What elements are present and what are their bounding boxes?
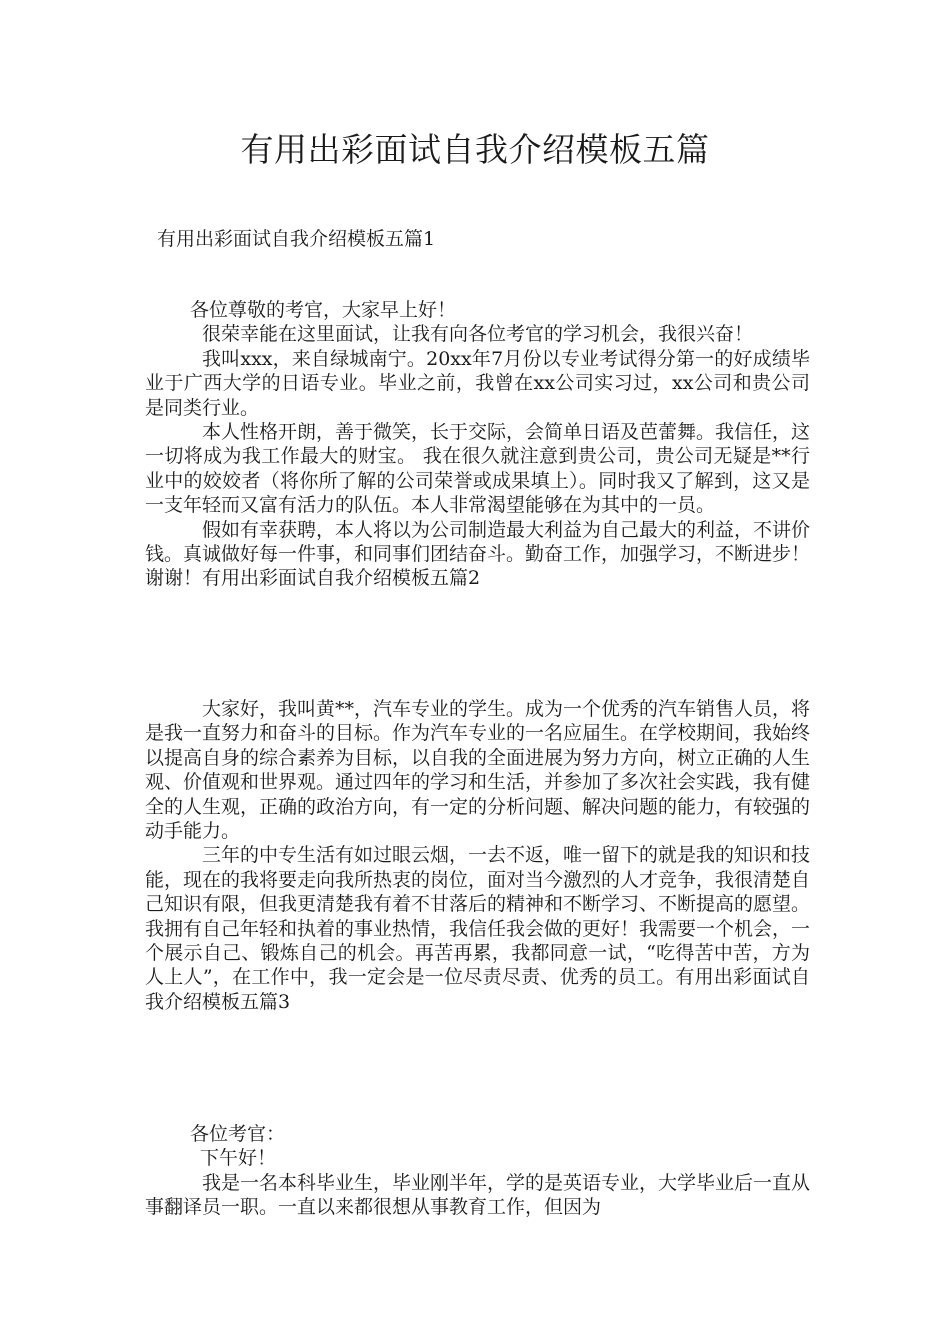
greeting-paragraph: 各位考官： [190,1123,286,1145]
section-3-body [145,1122,810,1220]
document-title: 有用出彩面试自我介绍模板五篇 [240,130,710,169]
body-paragraph: 大家好，我叫黄**，汽车专业的学生。成为一个优秀的汽车销售人员，将是我一直努力和奋斗的目标。作为汽车专业的一名应届生。在学校期间，我始终以提高自身的综合素养为目标，以自我的全面进展为努力方向，树立正确的人生观、价值观和世界观。通过四年的学习和生活，并参加了多次社会实践，我有健全的人生观，正确的政治方向，有一定的分析问题、解决问题的能力，有较强的动手能力。 [145,698,811,843]
section-1-body [145,298,810,591]
greeting-paragraph: 各位尊敬的考官，大家早上好！ [190,299,457,321]
body-paragraph: 本人性格开朗，善于微笑，长于交际，会简单日语及芭蕾舞。我信任，这一切将成为我工作最大的财宝。 我在很久就注意到贵公司，贵公司无疑是**行业中的姣姣者（将你所了解的公司荣誉或成果填上）。同时我又了解到，这又是一支年轻而又富有活力的队伍。本人非常渴望能够在为其中的一员。 [145,421,811,517]
body-paragraph: 我是一名本科毕业生，毕业刚半年，学的是英语专业，大学毕业后一直从事翻译员一职。一直以来都很想从事教育工作，但因为 [145,1171,811,1219]
section-2-body [145,697,810,1014]
body-paragraph: 假如有幸获聘，本人将以为公司制造最大利益为自己最大的利益，不讲价钱。真诚做好每一件事，和同事们团结奋斗。勤奋工作，加强学习，不断进步！谢谢！有用出彩面试自我介绍模板五篇2 [145,518,811,590]
body-paragraph: 三年的中专生活有如过眼云烟，一去不返，唯一留下的就是我的知识和技能，现在的我将要走向我所热衷的岗位，面对当今激烈的人才竞争，我很清楚自己知识有限，但我更清楚我有着不甘落后的精神和不断学习、不断提高的愿望。我拥有自己年轻和执着的事业热情，我信任我会做的更好！我需要一个机会，一个展示自己、锻炼自己的机会。再苦再累，我都同意一试，“吃得苦中苦，方为人上人”，在工作中，我一定会是一位尽责尽责、优秀的员工。有用出彩面试自我介绍模板五篇3 [145,844,811,1013]
salutation-paragraph: 下午好！ [200,1147,277,1170]
body-paragraph: 我叫xxx，来自绿城南宁。20xx年7月份以专业考试得分第一的好成绩毕业于广西大学的日语专业。毕业之前，我曾在xx公司实习过，xx公司和贵公司是同类行业。 [145,347,810,419]
section-heading-1: 有用出彩面试自我介绍模板五篇1 [157,228,436,250]
body-paragraph: 很荣幸能在这里面试，让我有向各位考官的学习机会，我很兴奋！ [202,323,754,346]
